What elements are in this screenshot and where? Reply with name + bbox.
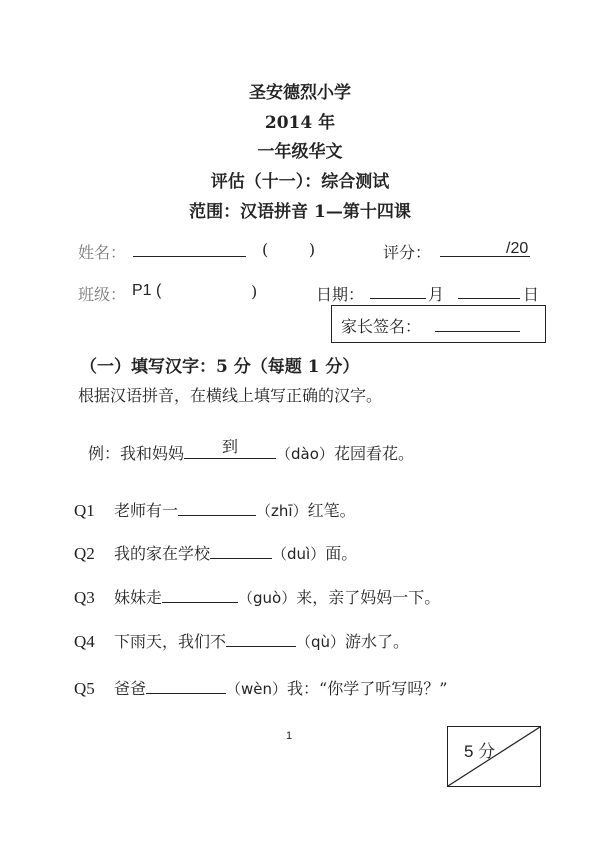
answer-blank[interactable] (226, 632, 296, 647)
school-name: 圣安德烈小学 (249, 83, 351, 103)
example-pinyin: （dào） (276, 445, 334, 463)
class-value: P1 ( (132, 282, 162, 299)
question-pinyin: （wèn） (226, 680, 288, 698)
parent-signature-box (331, 305, 546, 343)
answer-blank[interactable] (178, 501, 256, 516)
question-number: Q2 (74, 544, 95, 563)
question-before: 老师有一 (114, 501, 179, 520)
question-number: Q3 (74, 588, 95, 607)
question-pinyin: （duì） (272, 545, 326, 563)
parent-signature-label: 家长签名： (341, 317, 422, 336)
question-number: Q1 (74, 501, 95, 520)
example-answer: 到 (222, 437, 239, 456)
score-label: 评分： (383, 243, 432, 262)
month-field[interactable] (370, 284, 426, 299)
month-label: 月 (428, 285, 445, 304)
question-before: 妹妹走 (114, 588, 163, 607)
question-number: Q4 (74, 632, 95, 651)
question-row (74, 541, 357, 564)
question-before: 爸爸 (114, 679, 147, 698)
name-label: 姓名： (78, 243, 127, 262)
example-after: 花园看花。 (333, 444, 414, 463)
assessment-title: 评估（十一）：综合测试 (210, 172, 390, 192)
question-after: 面。 (325, 544, 358, 563)
question-row (74, 498, 356, 521)
answer-blank[interactable] (146, 679, 226, 694)
section-instruction: 根据汉语拼音，在横线上填写正确的汉字。 (78, 386, 383, 405)
example-answer-line (184, 437, 276, 459)
question-after: 我：“你学了听写吗？” (287, 679, 448, 698)
question-row (74, 585, 440, 608)
parent-signature-field[interactable] (435, 317, 520, 332)
question-before: 下雨天，我们不 (114, 632, 227, 651)
year: 2014 年 (264, 113, 336, 133)
name-field[interactable] (133, 242, 246, 257)
question-row (74, 676, 447, 699)
question-number: Q5 (74, 679, 95, 698)
question-after: 来，亲了妈妈一下。 (296, 588, 441, 607)
question-pinyin: （qù） (296, 633, 346, 651)
example-before: 我和妈妈 (120, 444, 185, 463)
example-label: 例： (88, 444, 121, 463)
day-label: 日 (523, 285, 540, 304)
answer-blank[interactable] (162, 588, 238, 603)
marks-box-label: 5 分 (464, 742, 496, 761)
scope: 范围：汉语拼音 1—第十四课 (189, 202, 411, 222)
answer-blank[interactable] (210, 544, 272, 559)
question-after: 游水了。 (345, 632, 410, 651)
day-field[interactable] (458, 284, 520, 299)
class-label: 班级： (78, 285, 127, 304)
score-total: /20 (506, 240, 529, 257)
grade-subject: 一年级华文 (257, 142, 343, 162)
question-before: 我的家在学校 (114, 544, 211, 563)
section-title: （一）填写汉字：5 分（每题 1 分） (80, 357, 360, 377)
question-pinyin: （zhī） (256, 502, 308, 520)
name-paren: ( ) (262, 240, 316, 259)
date-label: 日期： (316, 285, 365, 304)
example-row (88, 437, 414, 464)
class-close: ) (251, 282, 258, 301)
page-number: 1 (286, 730, 293, 742)
question-after: 红笔。 (307, 501, 356, 520)
question-pinyin: （guò） (238, 589, 297, 607)
marks-box (447, 726, 541, 787)
question-row (74, 629, 409, 652)
